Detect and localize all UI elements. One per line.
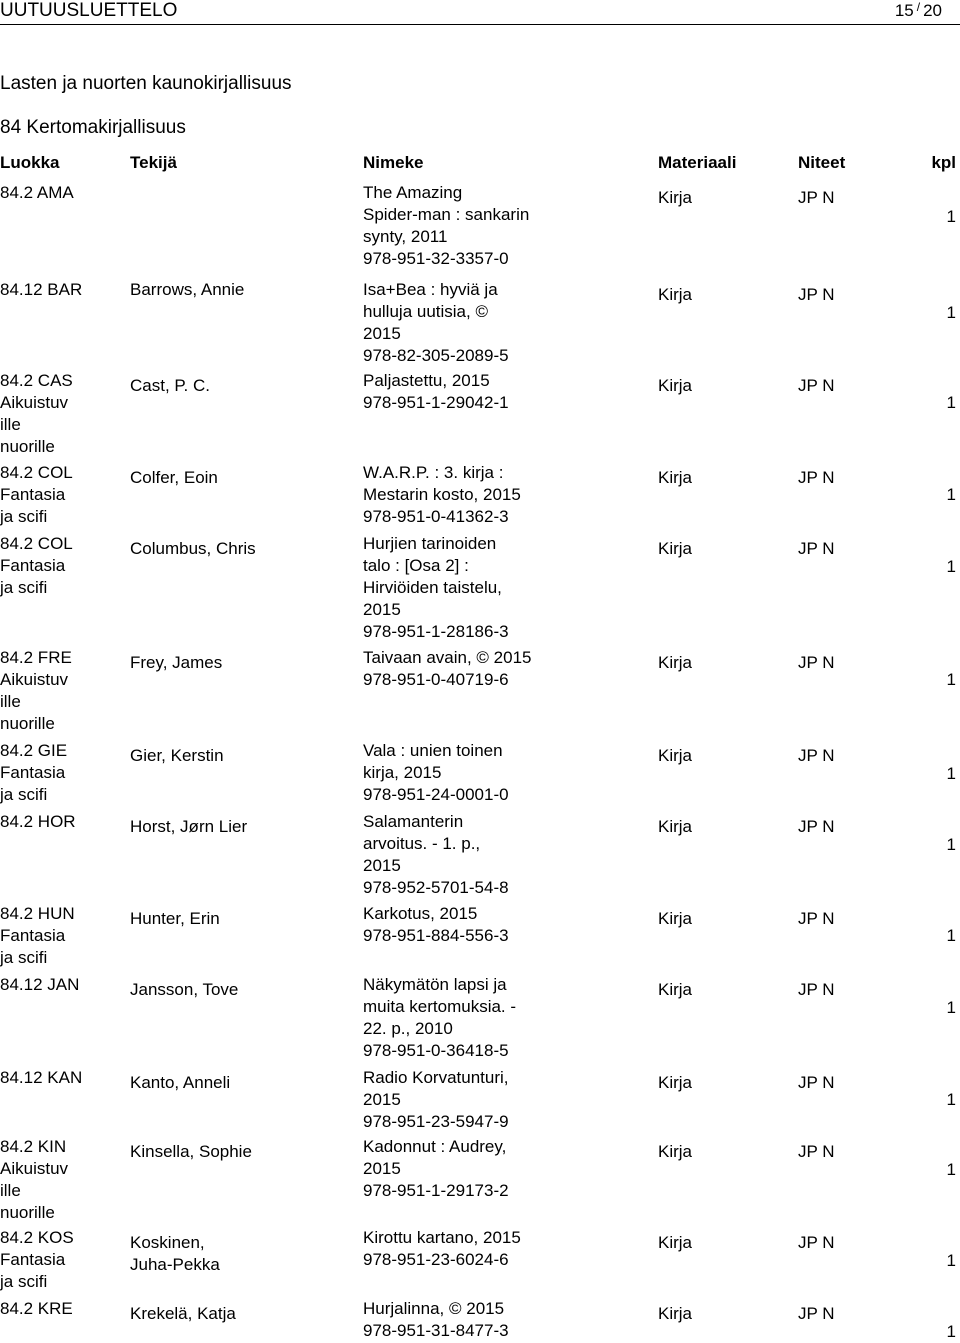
cell-luokka — [0, 182, 122, 204]
cell-nimeke-line: Hurjalinna, © 2015 — [363, 1299, 505, 1318]
cell-niteet: JP N — [798, 1233, 835, 1252]
cell-nimeke-line: 978-951-1-29173-2 — [363, 1181, 509, 1200]
cell-luokka-line: Aikuistuv — [0, 1159, 69, 1178]
page-separator: / — [916, 0, 921, 14]
cell-materiaali: Kirja — [658, 539, 693, 558]
cell-tekija — [130, 652, 350, 674]
cell-luokka-line: ja scifi — [0, 1272, 48, 1291]
cell-tekija-line: Frey, James — [130, 653, 223, 672]
cell-nimeke-line: hulluja uutisia, © — [363, 302, 488, 321]
cell-nimeke — [363, 974, 553, 1062]
cell-nimeke — [363, 1298, 553, 1342]
cell-materiaali: Kirja — [658, 980, 693, 999]
cell-luokka-line: 84.2 COL — [0, 534, 73, 553]
cell-luokka — [0, 740, 122, 806]
cell-tekija — [130, 1303, 350, 1325]
cell-luokka-line: Aikuistuv — [0, 670, 69, 689]
cell-tekija — [130, 1141, 350, 1163]
cell-luokka — [0, 1298, 122, 1320]
cell-tekija-line: Columbus, Chris — [130, 539, 256, 558]
cell-kpl: 1 — [946, 1160, 956, 1179]
cell-tekija — [130, 908, 350, 930]
cell-luokka-line: 84.2 COL — [0, 463, 73, 482]
cell-luokka-line: 84.2 KIN — [0, 1137, 67, 1156]
cell-tekija — [130, 1072, 350, 1094]
cell-nimeke-line: synty, 2011 — [363, 227, 448, 246]
cell-nimeke-line: Salamanterin — [363, 812, 464, 831]
cell-luokka-line: Fantasia — [0, 485, 66, 504]
cell-nimeke-line: W.A.R.P. : 3. kirja : — [363, 463, 504, 482]
cell-luokka — [0, 1136, 122, 1224]
cell-niteet: JP N — [798, 376, 835, 395]
cell-materiaali: Kirja — [658, 188, 693, 207]
cell-luokka — [0, 370, 122, 458]
cell-nimeke-line: 978-951-31-8477-3 — [363, 1321, 509, 1340]
cell-kpl: 1 — [946, 1322, 956, 1341]
cell-luokka-line: nuorille — [0, 437, 55, 456]
cell-kpl: 1 — [946, 926, 956, 945]
cell-luokka-line: ille — [0, 415, 21, 434]
cell-luokka-line: 84.12 JAN — [0, 975, 80, 994]
page-header — [0, 0, 960, 22]
cell-tekija-line: Jansson, Tove — [130, 980, 239, 999]
cell-luokka-line: ja scifi — [0, 785, 48, 804]
cell-materiaali: Kirja — [658, 376, 693, 395]
cell-kpl: 1 — [946, 303, 956, 322]
cell-kpl: 1 — [946, 670, 956, 689]
cell-luokka-line: 84.2 KOS — [0, 1228, 74, 1247]
cell-materiaali: Kirja — [658, 817, 693, 836]
cell-niteet: JP N — [798, 285, 835, 304]
cell-tekija — [130, 375, 350, 397]
cell-luokka-line: nuorille — [0, 714, 55, 733]
cell-nimeke-line: The Amazing — [363, 183, 463, 202]
cell-kpl: 1 — [946, 1090, 956, 1109]
header-divider — [0, 24, 960, 25]
cell-luokka — [0, 462, 122, 528]
cell-nimeke — [363, 811, 553, 899]
column-header-nimeke: Nimeke — [363, 153, 424, 172]
cell-nimeke-line: Spider-man : sankarin — [363, 205, 530, 224]
cell-nimeke — [363, 279, 553, 367]
cell-nimeke-line: Hirviöiden taistelu, — [363, 578, 502, 597]
cell-luokka-line: ja scifi — [0, 948, 48, 967]
cell-materiaali: Kirja — [658, 1233, 693, 1252]
cell-luokka-line: 84.2 KRE — [0, 1299, 73, 1318]
cell-luokka-line: ille — [0, 1181, 21, 1200]
cell-nimeke-line: 978-951-0-40719-6 — [363, 670, 509, 689]
cell-niteet: JP N — [798, 1073, 835, 1092]
cell-nimeke-line: Karkotus, 2015 — [363, 904, 478, 923]
cell-tekija — [130, 816, 350, 838]
cell-nimeke-line: Taivaan avain, © 2015 — [363, 648, 532, 667]
cell-kpl: 1 — [946, 998, 956, 1017]
cell-nimeke-line: 978-951-1-28186-3 — [363, 622, 509, 641]
cell-nimeke-line: Isa+Bea : hyviä ja — [363, 280, 498, 299]
cell-niteet: JP N — [798, 817, 835, 836]
cell-nimeke — [363, 533, 553, 643]
cell-nimeke-line: 978-951-884-556-3 — [363, 926, 509, 945]
cell-nimeke — [363, 1136, 553, 1202]
cell-luokka — [0, 811, 122, 833]
cell-nimeke — [363, 903, 553, 947]
section-subheading: 84 Kertomakirjallisuus — [0, 117, 186, 138]
cell-tekija-line: Kanto, Anneli — [130, 1073, 231, 1092]
cell-tekija-line: Kinsella, Sophie — [130, 1142, 252, 1161]
cell-nimeke-line: 22. p., 2010 — [363, 1019, 453, 1038]
cell-luokka — [0, 903, 122, 969]
cell-luokka-line: ille — [0, 692, 21, 711]
column-header-kpl: kpl — [931, 153, 956, 172]
cell-tekija — [130, 745, 350, 767]
cell-luokka-line: 84.2 GIE — [0, 741, 68, 760]
cell-luokka — [0, 1067, 122, 1089]
cell-nimeke-line: 978-951-24-0001-0 — [363, 785, 509, 804]
cell-luokka-line: 84.12 KAN — [0, 1068, 83, 1087]
cell-kpl: 1 — [946, 1251, 956, 1270]
cell-nimeke-line: Paljastettu, 2015 — [363, 371, 490, 390]
cell-luokka-line: Fantasia — [0, 556, 66, 575]
cell-luokka-line: Fantasia — [0, 926, 66, 945]
cell-materiaali: Kirja — [658, 746, 693, 765]
cell-tekija-line: Cast, P. C. — [130, 376, 210, 395]
page-total: 20 — [923, 1, 942, 20]
cell-nimeke-line: 978-951-1-29042-1 — [363, 393, 509, 412]
cell-niteet: JP N — [798, 468, 835, 487]
cell-materiaali: Kirja — [658, 1304, 693, 1323]
cell-tekija — [130, 538, 350, 560]
cell-luokka — [0, 279, 122, 301]
cell-nimeke-line: talo : [Osa 2] : — [363, 556, 469, 575]
cell-nimeke-line: 2015 — [363, 600, 401, 619]
cell-tekija-line: Hunter, Erin — [130, 909, 220, 928]
cell-tekija — [130, 467, 350, 489]
cell-nimeke-line: Kirottu kartano, 2015 — [363, 1228, 521, 1247]
cell-nimeke — [363, 182, 553, 270]
cell-nimeke-line: Hurjien tarinoiden — [363, 534, 497, 553]
cell-niteet: JP N — [798, 539, 835, 558]
cell-nimeke-line: 2015 — [363, 1090, 401, 1109]
cell-nimeke — [363, 1067, 553, 1133]
column-header-materiaali: Materiaali — [658, 153, 737, 172]
document-title: UUTUUSLUETTELO — [0, 0, 178, 21]
cell-nimeke — [363, 740, 553, 806]
cell-niteet: JP N — [798, 980, 835, 999]
cell-niteet: JP N — [798, 188, 835, 207]
cell-kpl: 1 — [946, 393, 956, 412]
cell-kpl: 1 — [946, 764, 956, 783]
cell-tekija — [130, 279, 350, 301]
cell-niteet: JP N — [798, 909, 835, 928]
cell-luokka-line: 84.2 AMA — [0, 183, 74, 202]
page-number — [895, 0, 942, 23]
cell-nimeke — [363, 370, 553, 414]
cell-materiaali: Kirja — [658, 285, 693, 304]
cell-nimeke-line: Vala : unien toinen — [363, 741, 503, 760]
cell-kpl: 1 — [946, 485, 956, 504]
cell-kpl: 1 — [946, 557, 956, 576]
cell-tekija-line: Juha-Pekka — [130, 1255, 220, 1274]
cell-luokka-line: Fantasia — [0, 763, 66, 782]
cell-nimeke-line: Radio Korvatunturi, — [363, 1068, 509, 1087]
cell-nimeke-line: 978-82-305-2089-5 — [363, 346, 509, 365]
cell-luokka-line: ja scifi — [0, 507, 48, 526]
cell-luokka — [0, 974, 122, 996]
cell-nimeke-line: 2015 — [363, 324, 401, 343]
cell-luokka-line: 84.2 HOR — [0, 812, 76, 831]
cell-nimeke-line: muita kertomuksia. - — [363, 997, 517, 1016]
cell-nimeke-line: 978-951-0-36418-5 — [363, 1041, 509, 1060]
column-header-luokka: Luokka — [0, 153, 60, 172]
cell-tekija — [130, 979, 350, 1001]
cell-niteet: JP N — [798, 1304, 835, 1323]
cell-materiaali: Kirja — [658, 653, 693, 672]
cell-luokka-line: nuorille — [0, 1203, 55, 1222]
cell-niteet: JP N — [798, 746, 835, 765]
cell-tekija-line: Barrows, Annie — [130, 280, 245, 299]
cell-nimeke-line: 978-951-0-41362-3 — [363, 507, 509, 526]
cell-tekija-line: Gier, Kerstin — [130, 746, 224, 765]
cell-tekija-line: Krekelä, Katja — [130, 1304, 236, 1323]
column-headers — [0, 152, 960, 176]
cell-nimeke — [363, 1227, 553, 1271]
cell-luokka-line: Aikuistuv — [0, 393, 69, 412]
cell-luokka-line: 84.2 FRE — [0, 648, 72, 667]
column-header-tekija: Tekijä — [130, 153, 177, 172]
cell-luokka-line: 84.2 CAS — [0, 371, 73, 390]
cell-niteet: JP N — [798, 1142, 835, 1161]
page-current: 15 — [894, 1, 914, 20]
cell-nimeke-line: 978-951-23-6024-6 — [363, 1250, 509, 1269]
cell-luokka — [0, 533, 122, 599]
cell-nimeke-line: Kadonnut : Audrey, — [363, 1137, 507, 1156]
cell-luokka — [0, 1227, 122, 1293]
cell-tekija — [130, 1232, 350, 1276]
cell-nimeke-line: 2015 — [363, 1159, 401, 1178]
cell-kpl: 1 — [946, 207, 956, 226]
cell-nimeke-line: 978-951-32-3357-0 — [363, 249, 509, 268]
cell-luokka — [0, 647, 122, 735]
cell-luokka-line: 84.2 HUN — [0, 904, 75, 923]
cell-nimeke-line: 2015 — [363, 856, 401, 875]
cell-materiaali: Kirja — [658, 909, 693, 928]
cell-nimeke-line: Mestarin kosto, 2015 — [363, 485, 521, 504]
cell-luokka-line: Fantasia — [0, 1250, 66, 1269]
column-header-niteet: Niteet — [798, 153, 846, 172]
cell-materiaali: Kirja — [658, 1073, 693, 1092]
cell-materiaali: Kirja — [658, 1142, 693, 1161]
cell-nimeke-line: kirja, 2015 — [363, 763, 442, 782]
cell-materiaali: Kirja — [658, 468, 693, 487]
cell-tekija-line: Horst, Jørn Lier — [130, 817, 248, 836]
cell-nimeke-line: Näkymätön lapsi ja — [363, 975, 507, 994]
cell-tekija-line: Koskinen, — [130, 1233, 205, 1252]
section-heading: Lasten ja nuorten kaunokirjallisuus — [0, 73, 292, 94]
cell-nimeke-line: arvoitus. - 1. p., — [363, 834, 481, 853]
cell-kpl: 1 — [946, 835, 956, 854]
cell-nimeke-line: 978-952-5701-54-8 — [363, 878, 509, 897]
cell-luokka-line: 84.12 BAR — [0, 280, 83, 299]
cell-luokka-line: ja scifi — [0, 578, 48, 597]
cell-niteet: JP N — [798, 653, 835, 672]
cell-nimeke — [363, 462, 553, 528]
cell-nimeke-line: 978-951-23-5947-9 — [363, 1112, 509, 1131]
cell-tekija-line: Colfer, Eoin — [130, 468, 218, 487]
cell-nimeke — [363, 647, 553, 691]
